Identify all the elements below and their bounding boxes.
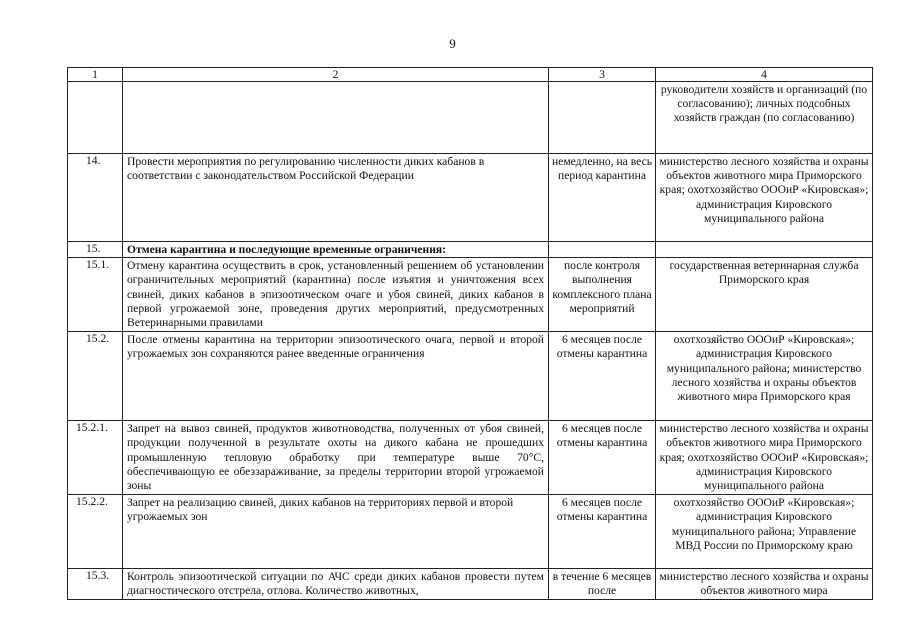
row-number: 15.2.	[68, 332, 123, 421]
measure-text: Провести мероприятия по регулированию численности диких кабанов в соответствии с законодательством Российской Федерации	[123, 154, 549, 242]
term-cell: в течение 6 месяцев после	[549, 569, 656, 599]
measure-text: Запрет на реализацию свиней, диких кабанов на территориях первой и второй угрожаемых зон	[123, 495, 549, 569]
responsible-cell: министерство лесного хозяйства и охраны объектов животного мира	[656, 569, 873, 599]
row-number: 14.	[68, 154, 123, 242]
term-cell: 6 месяцев после отмены карантина	[549, 332, 656, 421]
measure-text: После отмены карантина на территории эпизоотического очага, первой и второй угрожаемых зон сохраняются ранее введенные ограничения	[123, 332, 549, 421]
measure-text: Запрет на вывоз свиней, продуктов животноводства, полученных от убоя свиней, продукции полученной в результате охоты на дикого кабана не прошедших промышленную тепловую обработку при температуре выше 70°С, обеспечивающую ее обеззараживание, за пределы территории второй угрожаемой зоны	[123, 421, 549, 495]
measures-table	[67, 67, 873, 600]
row-number: 15.	[68, 242, 123, 258]
table-row	[68, 495, 873, 569]
measure-text: Отмену карантина осуществить в срок, установленный решением об установлении ограничительных мероприятий (карантина) после изъятия и уничтожения всех свиней, диких кабанов в эпизоотическом очаге и убоя свиней, диких кабанов в первой угрожаемой зоне, проведения других мероприятий, предусмотренных Ветеринарными правилами	[123, 258, 549, 332]
column-header-4: 4	[656, 68, 873, 82]
responsible-cell: охотхозяйство ОООиР «Кировская»; администрация Кировского муниципального района; министерство лесного хозяйства и охраны объектов животного мира Приморского края	[656, 332, 873, 421]
table-row	[68, 258, 873, 332]
table-row	[68, 569, 873, 599]
term-cell: 6 месяцев после отмены карантина	[549, 421, 656, 495]
responsible-cell: охотхозяйство ОООиР «Кировская»; администрация Кировского муниципального района; Управление МВД России по Приморскому краю	[656, 495, 873, 569]
measure-text: Отмена карантина и последующие временные ограничения:	[123, 242, 549, 258]
table-row	[68, 82, 873, 154]
row-number: 15.1.	[68, 258, 123, 332]
table-row	[68, 154, 873, 242]
term-cell: после контроля выполнения комплексного плана мероприятий	[549, 258, 656, 332]
row-number	[68, 82, 123, 154]
responsible-cell: министерство лесного хозяйства и охраны объектов животного мира Приморского края; охотхозяйство ОООиР «Кировская»; администрация Кировского муниципального района	[656, 421, 873, 495]
page-number: 9	[449, 36, 456, 51]
term-cell: 6 месяцев после отмены карантина	[549, 495, 656, 569]
row-number: 15.2.1.	[68, 421, 123, 495]
responsible-cell	[656, 242, 873, 258]
responsible-cell: руководители хозяйств и организаций (по согласованию); личных подсобных хозяйств граждан (по согласованию)	[656, 82, 873, 154]
row-number: 15.3.	[68, 569, 123, 599]
responsible-cell: министерство лесного хозяйства и охраны объектов животного мира Приморского края; охотхозяйство ОООиР «Кировская»; администрация Кировского муниципального района	[656, 154, 873, 242]
column-header-2: 2	[123, 68, 549, 82]
term-cell	[549, 242, 656, 258]
table-row	[68, 332, 873, 421]
table-row	[68, 242, 873, 258]
measure-text: Контроль эпизоотической ситуации по АЧС среди диких кабанов провести путем диагностического отстрела, отлова. Количество животных,	[123, 569, 549, 599]
term-cell: немедленно, на весь период карантина	[549, 154, 656, 242]
responsible-cell: государственная ветеринарная служба Приморского края	[656, 258, 873, 332]
header-row	[68, 68, 873, 82]
column-header-1: 1	[68, 68, 123, 82]
row-number: 15.2.2.	[68, 495, 123, 569]
term-cell	[549, 82, 656, 154]
measure-text	[123, 82, 549, 154]
table-row	[68, 421, 873, 495]
column-header-3: 3	[549, 68, 656, 82]
